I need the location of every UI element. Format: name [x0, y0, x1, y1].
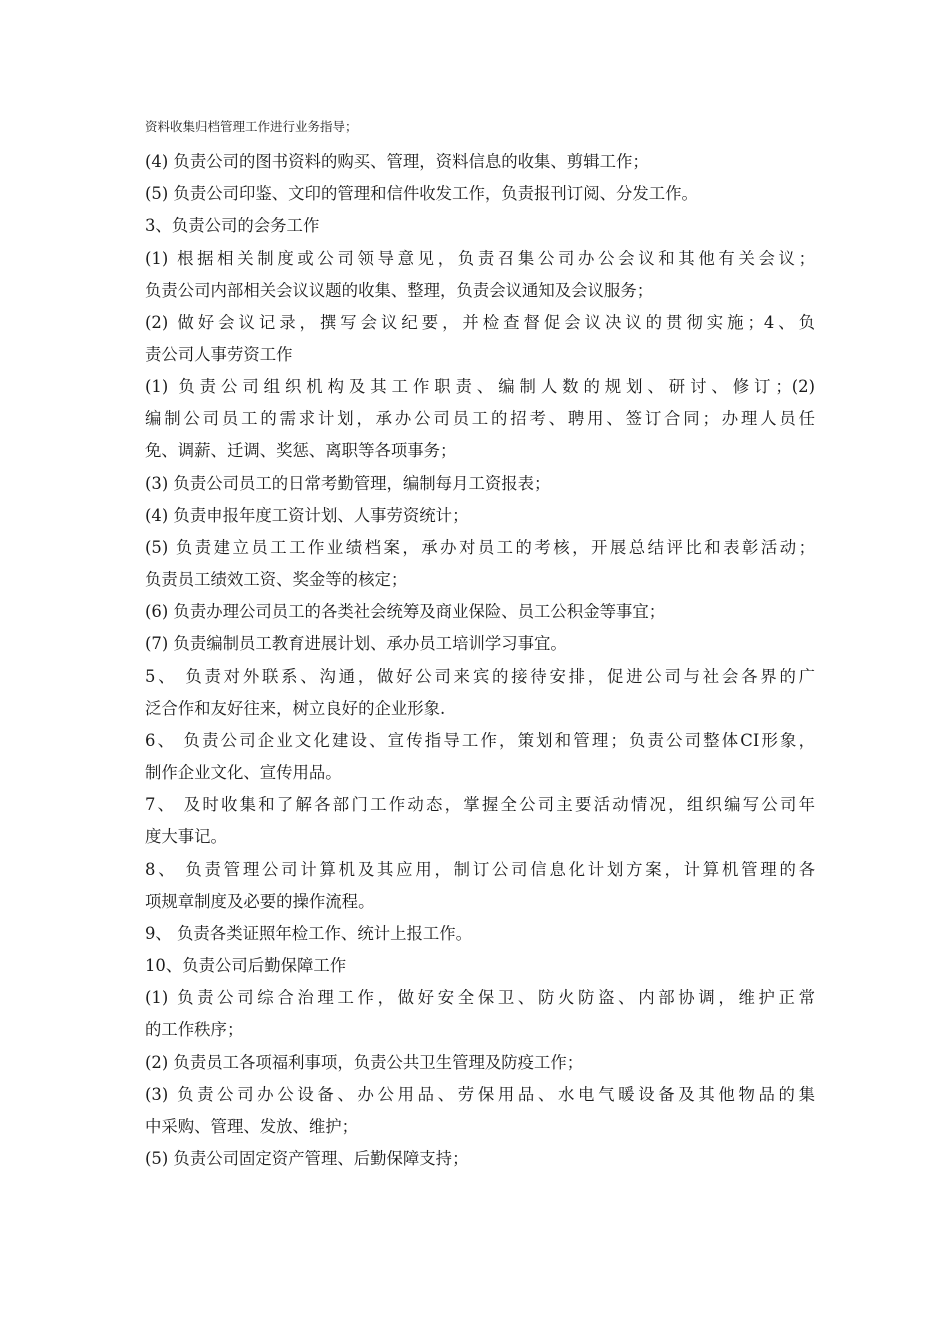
text-line: 负责公司内部相关会议议题的收集、整理，负责会议通知及会议服务； — [145, 281, 654, 300]
text-line: 制作企业文化、宣传用品。 — [145, 763, 342, 782]
text-line: 的工作秩序； — [145, 1020, 244, 1039]
text-line: 度大事记。 — [145, 827, 227, 846]
text-line: (5) 负责公司固定资产管理、后勤保障支持； — [145, 1149, 469, 1168]
text-line: 泛合作和友好往来，树立良好的企业形象. — [145, 699, 446, 718]
text-line: (6) 负责办理公司员工的各类社会统筹及商业保险、员工公积金等事宜； — [145, 602, 666, 621]
text-line: 中采购、管理、发放、维护； — [145, 1117, 359, 1136]
text-line: 3、负责公司的会务工作 — [145, 216, 320, 235]
text-line: 负责员工绩效工资、奖金等的核定； — [145, 570, 408, 589]
text-line: (2) 做好会议记录，撰写会议纪要，并检查督促会议决议的贯彻实施；4、负 — [145, 313, 815, 332]
text-line: 责公司人事劳资工作 — [145, 345, 293, 364]
text-line: 9、 负责各类证照年检工作、统计上报工作。 — [145, 924, 473, 943]
text-line: 7、 及时收集和了解各部门工作动态，掌握全公司主要活动情况，组织编写公司年 — [145, 795, 815, 814]
text-line: (4) 负责公司的图书资料的购买、管理，资料信息的收集、剪辑工作； — [145, 152, 649, 171]
text-line: (7) 负责编制员工教育进展计划、承办员工培训学习事宜。 — [145, 634, 567, 653]
text-line: 6、 负责公司企业文化建设、宣传指导工作，策划和管理；负责公司整体CI形象， — [145, 731, 815, 750]
text-line: (3) 负责公司办公设备、办公用品、劳保用品、水电气暖设备及其他物品的集 — [145, 1085, 815, 1104]
header-line: 资料收集归档管理工作进行业务指导； — [145, 119, 358, 134]
text-line: 8、 负责管理公司计算机及其应用，制订公司信息化计划方案，计算机管理的各 — [145, 860, 815, 879]
text-line: (5) 负责建立员工工作业绩档案，承办对员工的考核，开展总结评比和表彰活动； — [145, 538, 815, 557]
text-line: (3) 负责公司员工的日常考勤管理，编制每月工资报表； — [145, 474, 551, 493]
text-line: 10、负责公司后勤保障工作 — [145, 956, 347, 975]
text-line: (4) 负责申报年度工资计划、人事劳资统计； — [145, 506, 469, 525]
text-line: 项规章制度及必要的操作流程。 — [145, 892, 375, 911]
text-line: (1) 负责公司综合治理工作，做好安全保卫、防火防盗、内部协调，维护正常 — [145, 988, 815, 1007]
text-line: (2) 负责员工各项福利事项，负责公共卫生管理及防疫工作； — [145, 1053, 584, 1072]
text-line: (1) 负责公司组织机构及其工作职责、编制人数的规划、研讨、修订；(2) — [145, 377, 815, 396]
text-line: 免、调薪、迁调、奖惩、离职等各项事务； — [145, 441, 457, 460]
text-line: (5) 负责公司印鉴、文印的管理和信件收发工作，负责报刊订阅、分发工作。 — [145, 184, 698, 203]
text-line: 编制公司员工的需求计划，承办公司员工的招考、聘用、签订合同；办理人员任 — [145, 409, 815, 428]
text-line: 5、 负责对外联系、沟通，做好公司来宾的接待安排，促进公司与社会各界的广 — [145, 667, 815, 686]
text-line: (1) 根据相关制度或公司领导意见，负责召集公司办公会议和其他有关会议； — [145, 249, 815, 268]
